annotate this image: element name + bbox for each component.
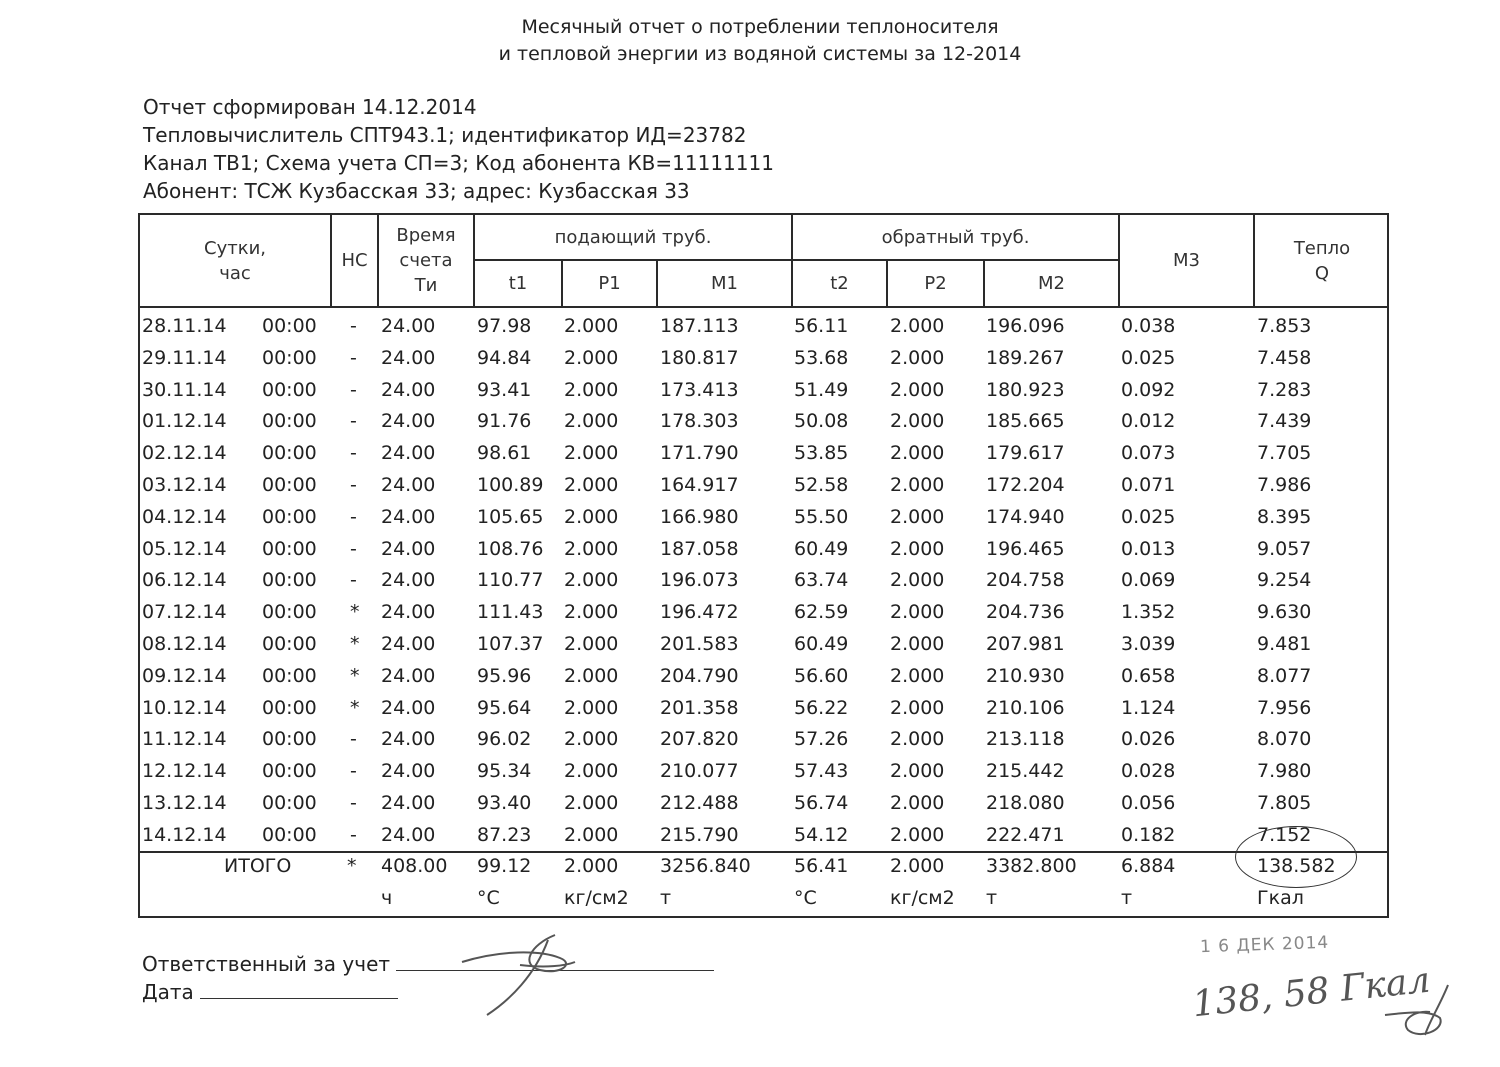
total-m2: 3382.800 bbox=[986, 855, 1077, 877]
th-m2: M2 bbox=[1038, 273, 1065, 294]
total-label: ИТОГО bbox=[224, 855, 292, 877]
cell-ti: 24.00 bbox=[381, 664, 436, 687]
total-m3: 6.884 bbox=[1121, 855, 1176, 877]
cell-m2: 210.930 bbox=[986, 664, 1065, 687]
info-calculator: Тепловычислитель СПТ943.1; идентификатор ИД=23782 bbox=[143, 123, 747, 147]
cell-hour: 00:00 bbox=[262, 664, 317, 687]
th-return: обратный труб. bbox=[881, 226, 1030, 248]
cell-hour: 00:00 bbox=[262, 569, 317, 592]
total-heat: 138.582 bbox=[1257, 855, 1336, 877]
cell-p2: 2.000 bbox=[890, 792, 945, 814]
cell-q: 7.805 bbox=[1257, 792, 1312, 814]
unit-t1: °C bbox=[477, 887, 500, 909]
cell-date: 02.12.14 bbox=[142, 442, 227, 465]
cell-p2: 2.000 bbox=[890, 569, 945, 592]
cell-m1: 180.817 bbox=[660, 346, 739, 369]
cell-date: 30.11.14 bbox=[142, 378, 227, 401]
cell-t1: 107.37 bbox=[477, 633, 544, 655]
cell-ns: - bbox=[350, 569, 357, 592]
cell-p1: 2.000 bbox=[564, 537, 619, 560]
cell-q: 7.705 bbox=[1257, 442, 1312, 465]
cell-m2: 189.267 bbox=[986, 346, 1065, 369]
cell-q: 7.152 bbox=[1257, 823, 1312, 846]
cell-hour: 00:00 bbox=[262, 792, 317, 814]
cell-m1: 196.472 bbox=[660, 601, 739, 624]
cell-ns: * bbox=[350, 696, 360, 719]
total-m1: 3256.840 bbox=[660, 855, 751, 877]
cell-p1: 2.000 bbox=[564, 315, 619, 337]
cell-m1: 171.790 bbox=[660, 442, 739, 465]
cell-date: 04.12.14 bbox=[142, 505, 227, 528]
cell-hour: 00:00 bbox=[262, 442, 317, 465]
cell-p2: 2.000 bbox=[890, 474, 945, 496]
received-date-stamp: 1 6 ДЕК 2014 bbox=[1199, 932, 1330, 958]
cell-q: 9.254 bbox=[1257, 569, 1312, 592]
cell-ti: 24.00 bbox=[381, 378, 436, 401]
cell-t1: 93.40 bbox=[477, 792, 532, 814]
cell-ti: 24.00 bbox=[381, 410, 436, 433]
cell-t1: 94.84 bbox=[477, 346, 532, 369]
cell-m3: 0.025 bbox=[1121, 346, 1176, 369]
cell-t1: 100.89 bbox=[477, 474, 544, 496]
date-label: Дата bbox=[142, 980, 194, 1004]
cell-ti: 24.00 bbox=[381, 633, 436, 655]
cell-hour: 00:00 bbox=[262, 378, 317, 401]
total-ns: * bbox=[347, 855, 357, 877]
cell-m1: 201.583 bbox=[660, 633, 739, 655]
cell-m2: 172.204 bbox=[986, 474, 1065, 496]
cell-p2: 2.000 bbox=[890, 633, 945, 655]
unit-p2: кг/см2 bbox=[890, 887, 955, 909]
cell-p2: 2.000 bbox=[890, 442, 945, 465]
cell-p1: 2.000 bbox=[564, 728, 619, 751]
cell-t1: 96.02 bbox=[477, 728, 532, 751]
cell-hour: 00:00 bbox=[262, 696, 317, 719]
cell-p2: 2.000 bbox=[890, 823, 945, 846]
cell-ns: * bbox=[350, 633, 360, 655]
th-t2: t2 bbox=[830, 273, 849, 294]
th-m1: M1 bbox=[711, 273, 738, 294]
cell-m2: 204.758 bbox=[986, 569, 1065, 592]
cell-p2: 2.000 bbox=[890, 346, 945, 369]
cell-ti: 24.00 bbox=[381, 728, 436, 751]
cell-p2: 2.000 bbox=[890, 664, 945, 687]
cell-m1: 187.113 bbox=[660, 315, 739, 337]
cell-m2: 218.080 bbox=[986, 792, 1065, 814]
cell-ti: 24.00 bbox=[381, 315, 436, 337]
cell-q: 9.057 bbox=[1257, 537, 1312, 560]
info-subscriber: Абонент: ТСЖ Кузбасская 33; адрес: Кузбасская 33 bbox=[143, 179, 690, 203]
cell-m3: 0.092 bbox=[1121, 378, 1176, 401]
cell-m1: 196.073 bbox=[660, 569, 739, 592]
cell-q: 9.630 bbox=[1257, 601, 1312, 624]
cell-t2: 57.26 bbox=[794, 728, 849, 751]
th-time: Время счета Ти bbox=[396, 225, 456, 296]
cell-p2: 2.000 bbox=[890, 728, 945, 751]
cell-p1: 2.000 bbox=[564, 760, 619, 783]
cell-m2: 180.923 bbox=[986, 378, 1065, 401]
cell-t2: 53.68 bbox=[794, 346, 849, 369]
cell-q: 7.980 bbox=[1257, 760, 1312, 783]
cell-hour: 00:00 bbox=[262, 728, 317, 751]
cell-p1: 2.000 bbox=[564, 346, 619, 369]
cell-q: 8.395 bbox=[1257, 505, 1312, 528]
cell-ti: 24.00 bbox=[381, 474, 436, 496]
cell-t1: 91.76 bbox=[477, 410, 532, 433]
cell-hour: 00:00 bbox=[262, 760, 317, 783]
cell-p1: 2.000 bbox=[564, 823, 619, 846]
cell-date: 09.12.14 bbox=[142, 664, 227, 687]
cell-t2: 56.11 bbox=[794, 315, 849, 337]
cell-ti: 24.00 bbox=[381, 442, 436, 465]
cell-t1: 97.98 bbox=[477, 315, 532, 337]
unit-m1: т bbox=[660, 887, 672, 909]
cell-t1: 95.64 bbox=[477, 696, 532, 719]
cell-m1: 215.790 bbox=[660, 823, 739, 846]
cell-t2: 56.74 bbox=[794, 792, 849, 814]
cell-hour: 00:00 bbox=[262, 601, 317, 624]
cell-p2: 2.000 bbox=[890, 601, 945, 624]
cell-p1: 2.000 bbox=[564, 505, 619, 528]
cell-p1: 2.000 bbox=[564, 378, 619, 401]
cell-t2: 60.49 bbox=[794, 537, 849, 560]
cell-date: 06.12.14 bbox=[142, 569, 227, 592]
cell-m3: 1.124 bbox=[1121, 696, 1176, 719]
th-heat: Тепло Q bbox=[1293, 237, 1351, 284]
total-ti: 408.00 bbox=[381, 855, 448, 877]
cell-t1: 111.43 bbox=[477, 601, 544, 624]
cell-t2: 51.49 bbox=[794, 378, 849, 401]
cell-date: 10.12.14 bbox=[142, 696, 227, 719]
cell-hour: 00:00 bbox=[262, 315, 317, 337]
cell-ns: - bbox=[350, 442, 357, 465]
cell-m1: 201.358 bbox=[660, 696, 739, 719]
cell-ns: - bbox=[350, 346, 357, 369]
cell-p2: 2.000 bbox=[890, 315, 945, 337]
unit-ti: ч bbox=[381, 887, 393, 909]
cell-m3: 3.039 bbox=[1121, 633, 1176, 655]
cell-t2: 50.08 bbox=[794, 410, 849, 433]
cell-p2: 2.000 bbox=[890, 696, 945, 719]
cell-t2: 56.22 bbox=[794, 696, 849, 719]
cell-m3: 0.071 bbox=[1121, 474, 1176, 496]
cell-m2: 213.118 bbox=[986, 728, 1065, 751]
cell-p1: 2.000 bbox=[564, 569, 619, 592]
cell-t1: 110.77 bbox=[477, 569, 544, 592]
cell-t2: 52.58 bbox=[794, 474, 849, 496]
responsible-signature bbox=[462, 935, 575, 1015]
note-signature bbox=[1385, 985, 1448, 1035]
cell-m1: 210.077 bbox=[660, 760, 739, 783]
cell-m1: 178.303 bbox=[660, 410, 739, 433]
cell-q: 8.077 bbox=[1257, 664, 1312, 687]
cell-t2: 62.59 bbox=[794, 601, 849, 624]
cell-t1: 105.65 bbox=[477, 505, 544, 528]
cell-p2: 2.000 bbox=[890, 378, 945, 401]
cell-m2: 174.940 bbox=[986, 505, 1065, 528]
total-p1: 2.000 bbox=[564, 855, 619, 877]
cell-ns: - bbox=[350, 760, 357, 783]
cell-ns: - bbox=[350, 315, 357, 337]
cell-t2: 55.50 bbox=[794, 505, 849, 528]
cell-t1: 87.23 bbox=[477, 823, 532, 846]
cell-m3: 0.056 bbox=[1121, 792, 1176, 814]
cell-p2: 2.000 bbox=[890, 410, 945, 433]
total-p2: 2.000 bbox=[890, 855, 945, 877]
unit-heat: Гкал bbox=[1257, 887, 1304, 909]
cell-ti: 24.00 bbox=[381, 601, 436, 624]
cell-hour: 00:00 bbox=[262, 474, 317, 496]
cell-m3: 0.025 bbox=[1121, 505, 1176, 528]
cell-ns: - bbox=[350, 792, 357, 814]
cell-m2: 207.981 bbox=[986, 633, 1065, 655]
cell-m3: 0.069 bbox=[1121, 569, 1176, 592]
cell-t1: 98.61 bbox=[477, 442, 532, 465]
cell-q: 7.986 bbox=[1257, 474, 1312, 496]
cell-m2: 179.617 bbox=[986, 442, 1065, 465]
cell-m2: 196.465 bbox=[986, 537, 1065, 560]
th-t1: t1 bbox=[508, 273, 528, 294]
cell-date: 05.12.14 bbox=[142, 537, 227, 560]
cell-m3: 0.012 bbox=[1121, 410, 1176, 433]
th-day-hour: Сутки, час bbox=[204, 237, 266, 284]
cell-t2: 54.12 bbox=[794, 823, 849, 846]
cell-hour: 00:00 bbox=[262, 633, 317, 655]
cell-ti: 24.00 bbox=[381, 537, 436, 560]
cell-t2: 57.43 bbox=[794, 760, 849, 783]
cell-m2: 222.471 bbox=[986, 823, 1065, 846]
cell-date: 29.11.14 bbox=[142, 346, 227, 369]
cell-p1: 2.000 bbox=[564, 442, 619, 465]
cell-t1: 108.76 bbox=[477, 537, 544, 560]
th-m3: M3 bbox=[1173, 250, 1200, 271]
cell-hour: 00:00 bbox=[262, 823, 317, 846]
report-title-line2: и тепловой энергии из водяной системы за 12-2014 bbox=[498, 43, 1022, 65]
report-title-line1: Месячный отчет о потреблении теплоносителя bbox=[521, 16, 999, 38]
cell-p2: 2.000 bbox=[890, 537, 945, 560]
cell-m1: 187.058 bbox=[660, 537, 739, 560]
cell-m2: 204.736 bbox=[986, 601, 1065, 624]
cell-date: 12.12.14 bbox=[142, 760, 227, 783]
unit-p1: кг/см2 bbox=[564, 887, 629, 909]
cell-p2: 2.000 bbox=[890, 505, 945, 528]
cell-ti: 24.00 bbox=[381, 346, 436, 369]
cell-p1: 2.000 bbox=[564, 601, 619, 624]
cell-m3: 1.352 bbox=[1121, 601, 1176, 624]
unit-m2: т bbox=[986, 887, 998, 909]
cell-q: 7.956 bbox=[1257, 696, 1312, 719]
cell-m2: 215.442 bbox=[986, 760, 1065, 783]
cell-q: 7.283 bbox=[1257, 378, 1312, 401]
unit-m3: т bbox=[1121, 887, 1133, 909]
cell-q: 7.439 bbox=[1257, 410, 1312, 433]
cell-t1: 95.96 bbox=[477, 664, 532, 687]
th-ns: НС bbox=[341, 250, 368, 271]
cell-m2: 185.665 bbox=[986, 410, 1065, 433]
cell-p1: 2.000 bbox=[564, 696, 619, 719]
th-p2: P2 bbox=[924, 273, 947, 294]
cell-ti: 24.00 bbox=[381, 792, 436, 814]
cell-ti: 24.00 bbox=[381, 760, 436, 783]
cell-ns: - bbox=[350, 378, 357, 401]
cell-date: 14.12.14 bbox=[142, 823, 227, 846]
cell-q: 9.481 bbox=[1257, 633, 1312, 655]
cell-hour: 00:00 bbox=[262, 410, 317, 433]
cell-m3: 0.038 bbox=[1121, 315, 1176, 337]
cell-m1: 164.917 bbox=[660, 474, 739, 496]
cell-ti: 24.00 bbox=[381, 696, 436, 719]
cell-date: 11.12.14 bbox=[142, 728, 227, 751]
cell-p1: 2.000 bbox=[564, 410, 619, 433]
cell-p1: 2.000 bbox=[564, 664, 619, 687]
cell-m1: 166.980 bbox=[660, 505, 739, 528]
cell-ti: 24.00 bbox=[381, 823, 436, 846]
cell-hour: 00:00 bbox=[262, 537, 317, 560]
responsible-label: Ответственный за учет bbox=[142, 952, 391, 976]
cell-p2: 2.000 bbox=[890, 760, 945, 783]
cell-m3: 0.026 bbox=[1121, 728, 1176, 751]
cell-m3: 0.658 bbox=[1121, 664, 1176, 687]
cell-ns: - bbox=[350, 410, 357, 433]
cell-ti: 24.00 bbox=[381, 505, 436, 528]
unit-t2: °C bbox=[794, 887, 817, 909]
cell-t2: 56.60 bbox=[794, 664, 849, 687]
cell-t2: 53.85 bbox=[794, 442, 849, 465]
info-channel: Канал ТВ1; Схема учета СП=3; Код абонента КВ=11111111 bbox=[143, 151, 774, 175]
th-supply: подающий труб. bbox=[554, 226, 712, 248]
cell-ti: 24.00 bbox=[381, 569, 436, 592]
handwritten-note: 138, 58 Гкал bbox=[1190, 959, 1433, 1026]
cell-m2: 210.106 bbox=[986, 696, 1065, 719]
cell-t2: 63.74 bbox=[794, 569, 849, 592]
cell-m1: 204.790 bbox=[660, 664, 739, 687]
cell-m1: 212.488 bbox=[660, 792, 739, 814]
cell-date: 28.11.14 bbox=[142, 315, 227, 337]
cell-m2: 196.096 bbox=[986, 315, 1065, 337]
total-t2: 56.41 bbox=[794, 855, 849, 877]
cell-p1: 2.000 bbox=[564, 792, 619, 814]
cell-ns: - bbox=[350, 537, 357, 560]
cell-date: 08.12.14 bbox=[142, 633, 227, 655]
cell-ns: - bbox=[350, 505, 357, 528]
cell-q: 7.458 bbox=[1257, 346, 1312, 369]
cell-ns: - bbox=[350, 728, 357, 751]
cell-date: 07.12.14 bbox=[142, 601, 227, 624]
cell-q: 8.070 bbox=[1257, 728, 1312, 751]
cell-m3: 0.013 bbox=[1121, 537, 1176, 560]
cell-m3: 0.182 bbox=[1121, 823, 1176, 846]
cell-t1: 93.41 bbox=[477, 378, 532, 401]
cell-ns: * bbox=[350, 664, 360, 687]
total-t1: 99.12 bbox=[477, 855, 532, 877]
cell-p1: 2.000 bbox=[564, 633, 619, 655]
cell-m3: 0.028 bbox=[1121, 760, 1176, 783]
cell-date: 13.12.14 bbox=[142, 792, 227, 814]
cell-m1: 207.820 bbox=[660, 728, 739, 751]
cell-hour: 00:00 bbox=[262, 505, 317, 528]
cell-t2: 60.49 bbox=[794, 633, 849, 655]
info-generated: Отчет сформирован 14.12.2014 bbox=[143, 95, 477, 119]
cell-m1: 173.413 bbox=[660, 378, 739, 401]
cell-ns: * bbox=[350, 601, 360, 624]
cell-m3: 0.073 bbox=[1121, 442, 1176, 465]
cell-q: 7.853 bbox=[1257, 315, 1312, 337]
cell-date: 01.12.14 bbox=[142, 410, 227, 433]
cell-ns: - bbox=[350, 823, 357, 846]
cell-p1: 2.000 bbox=[564, 474, 619, 496]
cell-ns: - bbox=[350, 474, 357, 496]
th-p1: P1 bbox=[598, 273, 621, 294]
cell-t1: 95.34 bbox=[477, 760, 532, 783]
cell-hour: 00:00 bbox=[262, 346, 317, 369]
cell-date: 03.12.14 bbox=[142, 474, 227, 496]
